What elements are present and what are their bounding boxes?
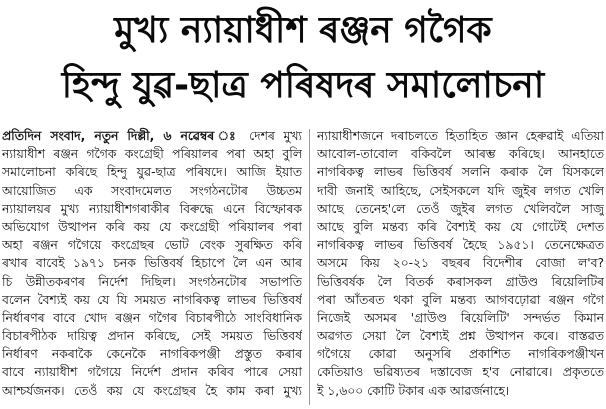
article-line: নিজেই অসমৰ 'গ্ৰাউণ্ড ৰিয়েলিটি' সন্দৰ্ভত কিমান — [317, 310, 604, 325]
article-line: ভিত্তিবৰ্ষক লৈ বিতৰ্ক কৰাসকল গ্ৰাউণ্ড ৰিয়েলিটিৰ — [317, 274, 604, 289]
article-line: নিৰ্ধাৰণৰ বাবে খোদ ৰঞ্জন গগৈৰ বিচাৰপীঠে সাংবিধানিক — [2, 310, 302, 325]
article-line: আয়োজিত এক সংবাদমেলত সংগঠনটোৰ উচ্চতম — [2, 183, 302, 198]
headline-line-1: মুখ্য ন্যায়াধীশ ৰঞ্জন গগৈক — [114, 10, 492, 51]
article-column-right — [317, 127, 604, 400]
article-line: দাবী জনাই আহিছে, সেইসকলে যদি জুইৰ লগত খেলি — [317, 183, 604, 198]
article-line: বিচাৰপীঠক দায়িত্ব প্ৰদান কৰিছে, সেই সময়ত ভিত্তিবৰ্ষ — [2, 329, 302, 344]
article-line: আছে তেনেহ'লে তেওঁ জুইৰ লগত খেলিবলৈ সাজু — [317, 201, 604, 216]
article-line: গগৈয়ে কোৱা অনুসৰি প্ৰকাশিত নাগৰিকপঞ্জীখন — [317, 347, 604, 362]
article-line: আছে বুলি মন্তব্য কৰি বৈশ্যই কয় যে গোটেই দেশত — [317, 219, 604, 234]
article-column-left — [2, 127, 302, 400]
article-dateline: প্ৰতিদিন সংবাদ, নতুন দিল্লী, ৬ নৱেম্বৰ ঃ — [2, 129, 241, 143]
article-line: বলেন বৈশ্যই কয় যে যি সময়ত নাগৰিকত্ব লাভৰ ভিত্তিবৰ্ষ — [2, 292, 302, 307]
article-line: ই ১,৬০০ কোটি টকাৰ এক আৱৰ্জনাহে। — [317, 383, 510, 398]
article-line: বাবে ন্যায়াধীশ গগৈয়ে নিৰ্দেশ প্ৰদান কৰিব পাৰে সেয়া — [2, 365, 302, 380]
article-line: সমালোচনা কৰিছে হিন্দু যুৱ-ছাত্ৰ পৰিষদে। আজি ইয়াত — [2, 165, 302, 180]
article-line: পৰা আঁতৰত থকা বুলি মন্তব্য আগবঢ়োৱা ৰঞ্জন গগৈ — [317, 292, 604, 307]
article-line: নাগৰিকত্ব লাভৰ ভিত্তিবৰ্ষ হৈছে ১৯৫১। তেনেক্ষেত্ৰত — [317, 238, 604, 253]
article-line: আবোল-তাবোল বকিবলৈ আৰম্ভ কৰিছে। আনহাতে — [317, 147, 604, 162]
article-line: ন্যায়াধীশজনে দৰাচলতে হিতাহিত জ্ঞান হেৰুৱাই এতিয়া — [317, 129, 604, 143]
article-body — [0, 127, 606, 409]
article-line: নাগৰিকত্ব লাভৰ ভিত্তিবৰ্ষ সলনি কৰাক লৈ যিসকলে — [317, 165, 604, 180]
article-line: নিৰ্ধাৰণ নকৰাকৈ কেনেকৈ নাগৰিকপঞ্জী প্ৰস্তুত কৰাৰ — [2, 347, 302, 362]
article-line: অৱগত সেয়া লৈ বৈশ্যই প্ৰশ্ন উত্থাপন কৰে। বাস্তৱত — [317, 329, 604, 344]
article-line: অভিযোগ উত্থাপন কৰি কয় যে কংগ্ৰেছী পৰিয়ালৰ পৰা — [2, 219, 302, 234]
article-line: ন্যায়ালয়ৰ মুখ্য ন্যায়াধীশগৰাকীৰ বিৰুদ্ধে এনে বিস্ফোৰক — [2, 201, 302, 216]
article-line: অহা ৰঞ্জন গগৈয়ে কংগ্ৰেছৰ ভোট বেংক সুৰক্ষিত কৰি — [2, 238, 302, 253]
article-line: ন্যায়াধীশ ৰঞ্জন গগৈক কংগ্ৰেছী পৰিয়ালৰ পৰা অহা বুলি — [2, 147, 302, 162]
headline-line-2: হিন্দু যুৱ-ছাত্ৰ পৰিষদৰ সমালোচনা — [61, 65, 545, 106]
article-line: চি উন্নীতকৰণৰ নিৰ্দেশ দিছিল। সংগঠনটোৰ সভাপতি — [2, 274, 302, 289]
article-line: আশ্চৰ্যজনক। তেওঁ কয় যে কংগ্ৰেছৰ হৈ কাম কৰা মুখ্য — [2, 383, 302, 398]
article-line: কেতিয়াও ভৱিষ্যতৰ দস্তাবেজ হ'ব নোৱাৰে। প্ৰকৃততে — [317, 365, 604, 380]
article-line — [2, 127, 302, 145]
column-divider — [309, 129, 310, 405]
article-text: দেশৰ মুখ্য — [240, 129, 302, 143]
article-line: অসমে কিয় ২০-২১ বছৰৰ বিদেশীৰ বোজা ল'ব? — [317, 256, 604, 271]
article-line: ৰখাৰ বাবেই ১৯৭১ চনক ভিত্তিবৰ্ষ হিচাপে লৈ এন আৰ — [2, 256, 302, 271]
